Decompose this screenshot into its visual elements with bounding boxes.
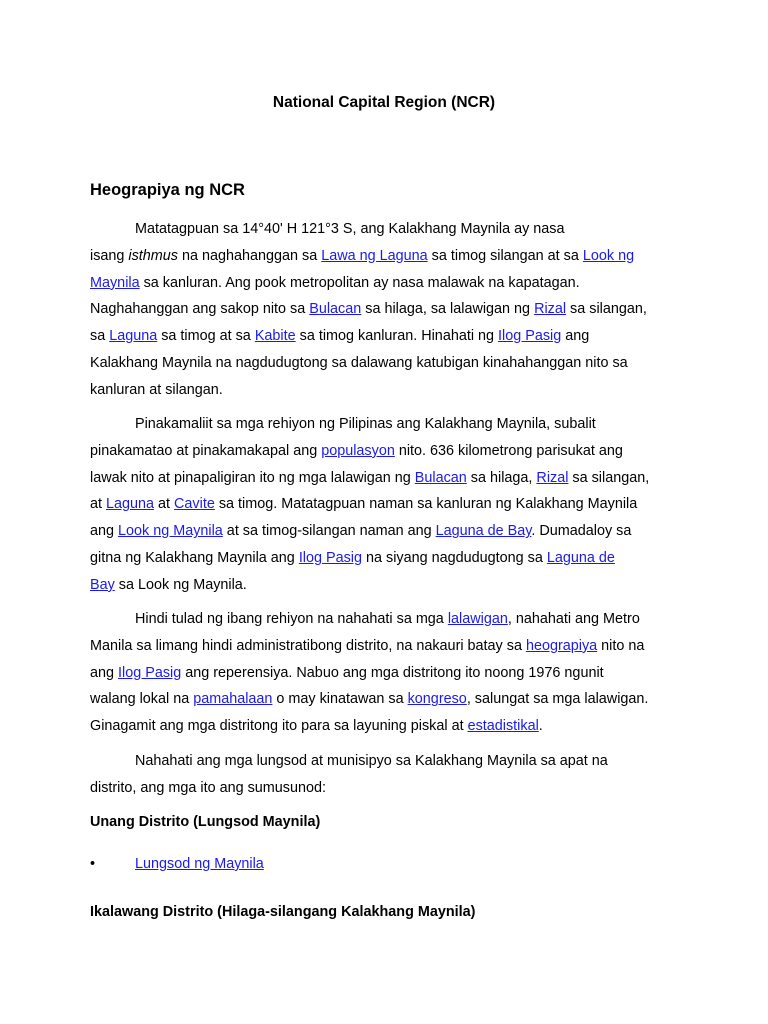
text: sa timog kanluran. Hinahati ng <box>295 328 499 345</box>
text: distrito, ang mga ito ang sumusunod: <box>90 779 326 796</box>
link-ilog-pasig[interactable]: Ilog Pasig <box>118 664 182 681</box>
text-italic: isthmus <box>128 247 178 264</box>
text: sa Look ng Maynila. <box>114 576 247 593</box>
text: sa silangan, <box>566 301 647 318</box>
text: Nahahati ang mga lungsod at munisipyo sa Kalakhang Maynila sa apat na <box>135 753 608 769</box>
link-rizal[interactable]: Rizal <box>536 469 569 486</box>
text: ang <box>90 523 119 540</box>
paragraph-1 <box>90 216 690 404</box>
page-title: National Capital Region (NCR) <box>272 94 496 111</box>
link-kongreso[interactable]: kongreso <box>407 691 467 708</box>
text: Pinakamaliit sa mga rehiyon ng Pilipinas ang Kalakhang Maynila, subalit <box>135 416 596 432</box>
link-cavite[interactable]: Cavite <box>174 496 215 513</box>
district-2-heading: Ikalawang Distrito (Hilaga-silangang Kalakhang Maynila) <box>90 904 476 920</box>
text: sa timog at sa <box>157 328 255 345</box>
link-rizal[interactable]: Rizal <box>534 301 567 318</box>
text: Naghahanggan ang sakop nito sa <box>90 301 310 318</box>
link-laguna-de-bay[interactable]: Laguna de <box>546 549 615 566</box>
text: Ginagamit ang mga distritong ito para sa layuning piskal at <box>90 718 468 735</box>
text: sa silangan, <box>568 469 650 486</box>
paragraph-3 <box>90 606 690 740</box>
text: lawak nito at pinapaligiran ito ng mga lalawigan ng <box>90 469 415 486</box>
text: ang <box>561 328 590 345</box>
text: nito na <box>597 637 645 654</box>
link-laguna-de-bay[interactable]: Laguna de Bay <box>435 523 532 540</box>
paragraph-4 <box>90 748 690 802</box>
link-populasyon[interactable]: populasyon <box>321 442 395 459</box>
paragraph-2 <box>90 411 690 599</box>
link-kabite[interactable]: Kabite <box>254 328 296 345</box>
text: sa kanluran. Ang pook metropolitan ay nasa malawak na kapatagan. <box>139 274 580 291</box>
text: sa hilaga, sa lalawigan ng <box>361 301 535 318</box>
text: sa timog silangan at sa <box>427 247 583 264</box>
link-lalawigan[interactable]: lalawigan <box>447 611 508 627</box>
text: sa <box>90 328 110 345</box>
text: . Dumadaloy sa <box>531 523 632 540</box>
text: nito. 636 kilometrong parisukat ang <box>394 442 623 459</box>
link-ilog-pasig[interactable]: Ilog Pasig <box>298 549 363 566</box>
text: , nahahati ang Metro <box>507 611 640 627</box>
text: isang <box>90 247 129 264</box>
text: kanluran at silangan. <box>90 381 223 398</box>
text: sa timog. Matatagpuan naman sa kanluran ng Kalakhang Maynila <box>214 496 638 513</box>
district-1-heading: Unang Distrito (Lungsod Maynila) <box>90 814 321 830</box>
text: , salungat sa mga lalawigan. <box>466 691 649 708</box>
text: pinakamatao at pinakamakapal ang <box>90 442 322 459</box>
link-look-ng-maynila[interactable]: Look ng <box>582 247 635 264</box>
link-heograpiya[interactable]: heograpiya <box>525 637 598 654</box>
text: o may kinatawan sa <box>272 691 408 708</box>
text: na naghahanggan sa <box>178 247 322 264</box>
link-look-ng-maynila-cont[interactable]: Maynila <box>90 274 140 291</box>
link-laguna[interactable]: Laguna <box>109 328 158 345</box>
section-heading: Heograpiya ng NCR <box>90 181 245 199</box>
text: na siyang nagdudugtong sa <box>362 549 547 566</box>
text: at <box>90 496 106 513</box>
link-lawa-ng-laguna[interactable]: Lawa ng Laguna <box>321 247 428 264</box>
link-ilog-pasig[interactable]: Ilog Pasig <box>498 328 562 345</box>
link-pamahalaan[interactable]: pamahalaan <box>193 691 273 708</box>
text: sa hilaga, <box>466 469 537 486</box>
text: . <box>538 718 543 735</box>
text: walang lokal na <box>90 691 194 708</box>
text: Manila sa limang hindi administratibong distrito, na nakauri batay sa <box>90 637 526 654</box>
text: gitna ng Kalakhang Maynila ang <box>90 549 299 566</box>
text: Matatagpuan sa 14°40' H 121°3 S, ang Kalakhang Maynila ay nasa <box>135 221 565 237</box>
link-estadistikal[interactable]: estadistikal <box>467 718 539 735</box>
link-bulacan[interactable]: Bulacan <box>309 301 362 318</box>
link-bulacan[interactable]: Bulacan <box>414 469 467 486</box>
text: Kalakhang Maynila na nagdudugtong sa dalawang katubigan kinahahanggan nito sa <box>90 354 628 371</box>
text: at <box>154 496 175 513</box>
bullet-icon: • <box>90 856 96 872</box>
text: ang <box>90 664 119 681</box>
text: ang reperensiya. Nabuo ang mga distritong ito noong 1976 ngunit <box>181 664 604 681</box>
link-laguna-de-bay-cont[interactable]: Bay <box>90 576 115 593</box>
text: at sa timog-silangan naman ang <box>222 523 436 540</box>
link-laguna[interactable]: Laguna <box>106 496 155 513</box>
link-look-ng-maynila[interactable]: Look ng Maynila <box>118 523 223 540</box>
link-lungsod-ng-maynila[interactable]: Lungsod ng Maynila <box>135 856 264 872</box>
text: Hindi tulad ng ibang rehiyon na nahahati sa mga <box>135 611 448 627</box>
